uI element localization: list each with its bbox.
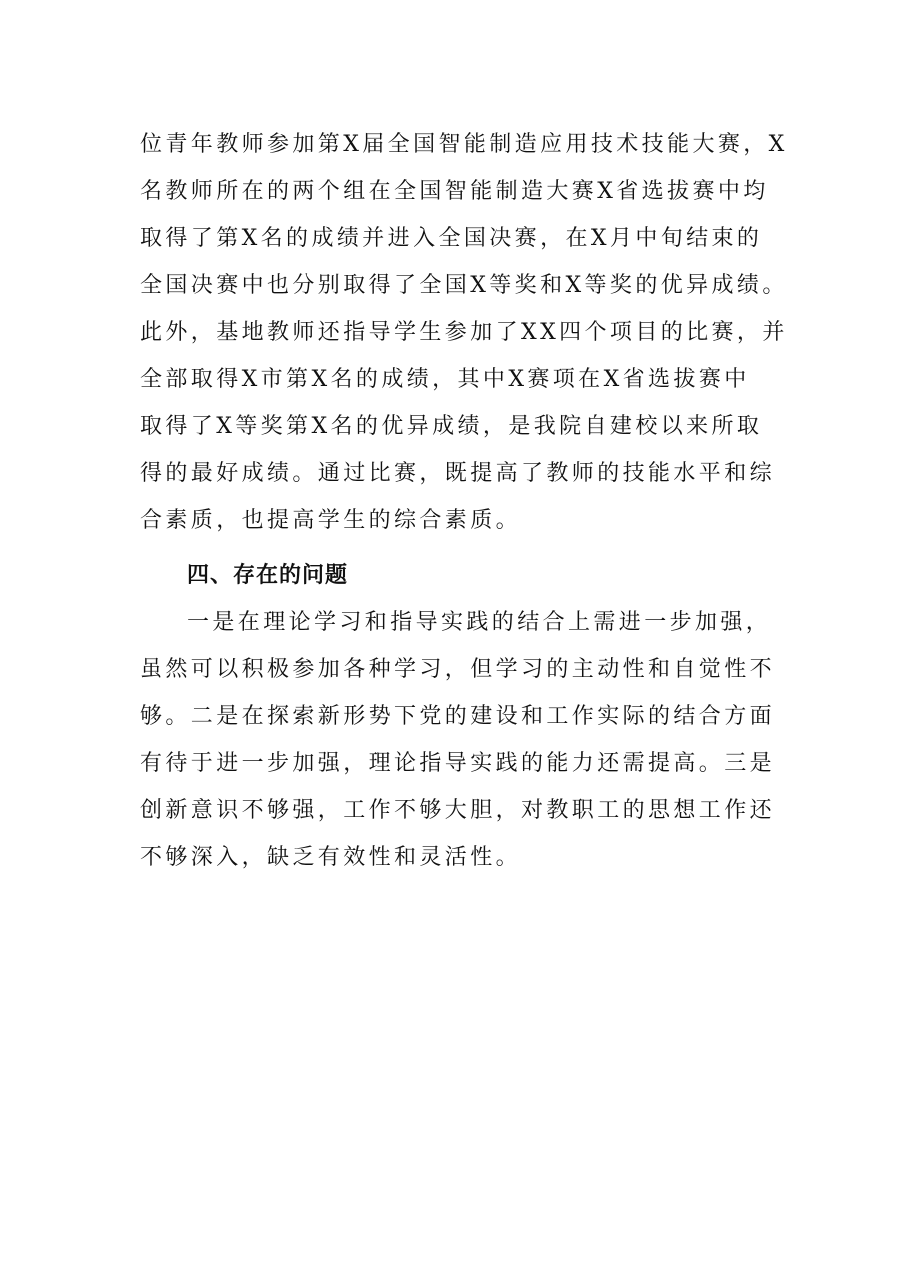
paragraph2-line: 够。二是在探索新形势下党的建设和工作实际的结合方面 — [140, 704, 776, 729]
paragraph1-line: 取得了第X名的成绩并进入全国决赛，在X月中旬结束的 — [140, 226, 763, 251]
paragraph1-line: 此外，基地教师还指导学生参加了XX四个项目的比赛，并 — [140, 320, 788, 345]
paragraph1-line: 合素质，也提高学生的综合素质。 — [140, 508, 522, 533]
paragraph1-line: 取得了X等奖第X名的优异成绩，是我院自建校以来所取 — [140, 414, 763, 439]
paragraph2-line: 虽然可以积极参加各种学习，但学习的主动性和自觉性不 — [140, 657, 776, 682]
section-heading: 四、存在的问题 — [187, 562, 349, 588]
paragraph1-line: 名教师所在的两个组在全国智能制造大赛X省选拔赛中均 — [140, 179, 769, 204]
paragraph1-line: 全部取得X市第X名的成绩，其中X赛项在X省选拔赛中 — [140, 367, 750, 392]
paragraph2-line: 有待于进一步加强，理论指导实践的能力还需提高。三是 — [140, 751, 776, 776]
paragraph2-line: 创新意识不够强，工作不够大胆，对教职工的思想工作还 — [140, 798, 776, 823]
paragraph1-line: 位青年教师参加第X届全国智能制造应用技术技能大赛，X — [140, 132, 788, 157]
paragraph2-line: 不够深入，缺乏有效性和灵活性。 — [140, 845, 522, 870]
paragraph2-line: 一是在理论学习和指导实践的结合上需进一步加强， — [187, 610, 772, 635]
paragraph1-line: 全国决赛中也分别取得了全国X等奖和X等奖的优异成绩。 — [140, 273, 788, 298]
paragraph1-line: 得的最好成绩。通过比赛，既提高了教师的技能水平和综 — [140, 461, 776, 486]
